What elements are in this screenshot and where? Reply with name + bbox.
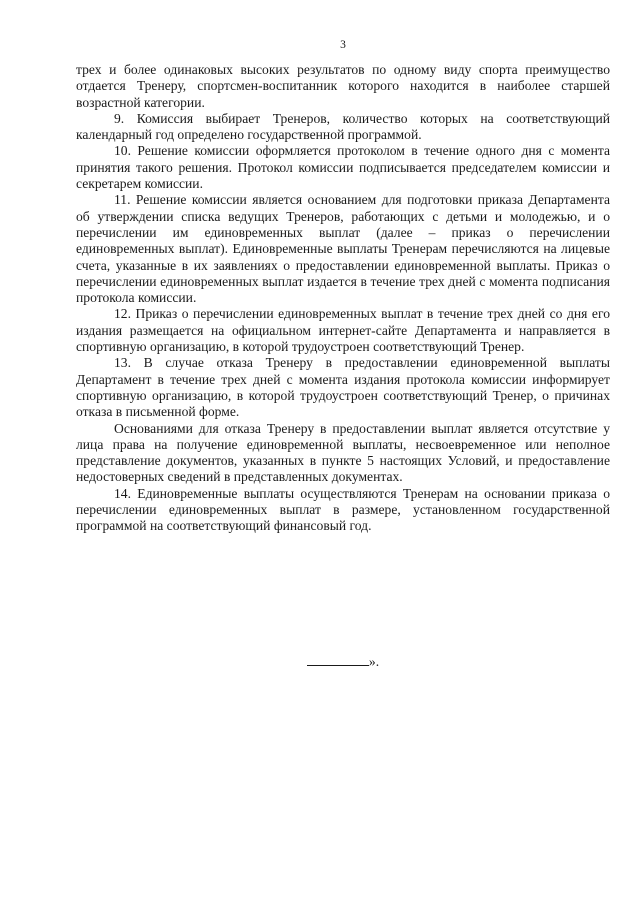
closing-quote: ». [368,654,380,669]
document-body [76,62,610,535]
closing-mark [76,654,610,670]
paragraph-item-14: 14. Единовременные выплаты осуществляются Тренерам на основании приказа о перечислении единовременных выплат в размере, установленном государственной программой на соответствующий финансовый год. [76,485,610,534]
page-number: 3 [340,39,346,51]
paragraph-item-12: 12. Приказ о перечислении единовременных выплат в течение трех дней со дня его издания размещается на официальном интернет-сайте Департамента и направляется в спортивную организацию, в которой трудоустроен соответствующий Тренер. [76,306,610,355]
paragraph-item-10: 10. Решение комиссии оформляется протоколом в течение одного дня с момента принятия такого решения. Протокол комиссии подписывается председателем комиссии и секретарем комиссии. [76,143,610,192]
paragraph-item-11: 11. Решение комиссии является основанием для подготовки приказа Департамента об утверждении списка ведущих Тренеров, работающих с детьми и молодежью, и о перечислении им единовременных выплат (далее – приказ о перечислении единовременных выплат). Единовременные выплаты Тренерам перечисляются на лицевые счета, указанные в их заявлениях о предоставлении единовременной выплаты. Приказ о перечислении единовременных выплат издается в течение трех дней с момента подписания протокола комиссии. [76,192,610,306]
paragraph-refusal-grounds: Основаниями для отказа Тренеру в предоставлении выплат является отсутствие у лица права на получение единовременной выплаты, несвоевременное или неполное представление документов, указанных в пункте 5 настоящих Условий, и предоставление недостоверных сведений в представленных документах. [76,420,610,485]
paragraph-item-13: 13. В случае отказа Тренеру в предоставлении единовременной выплаты Департамент в течение трех дней с момента издания протокола комиссии информирует спортивную организацию, в которой трудоустроен соответствующий Тренер, о причинах отказа в письменной форме. [76,355,610,420]
document-page [76,0,610,905]
closing-underline [307,654,369,666]
paragraph-continuation: трех и более одинаковых высоких результатов по одному виду спорта преимущество отдается Тренеру, спортсмен-воспитанник которого находится в наиболее старшей возрастной категории. [76,62,610,110]
paragraph-item-9: 9. Комиссия выбирает Тренеров, количество которых на соответствующий календарный год определено государственной программой. [76,110,610,143]
